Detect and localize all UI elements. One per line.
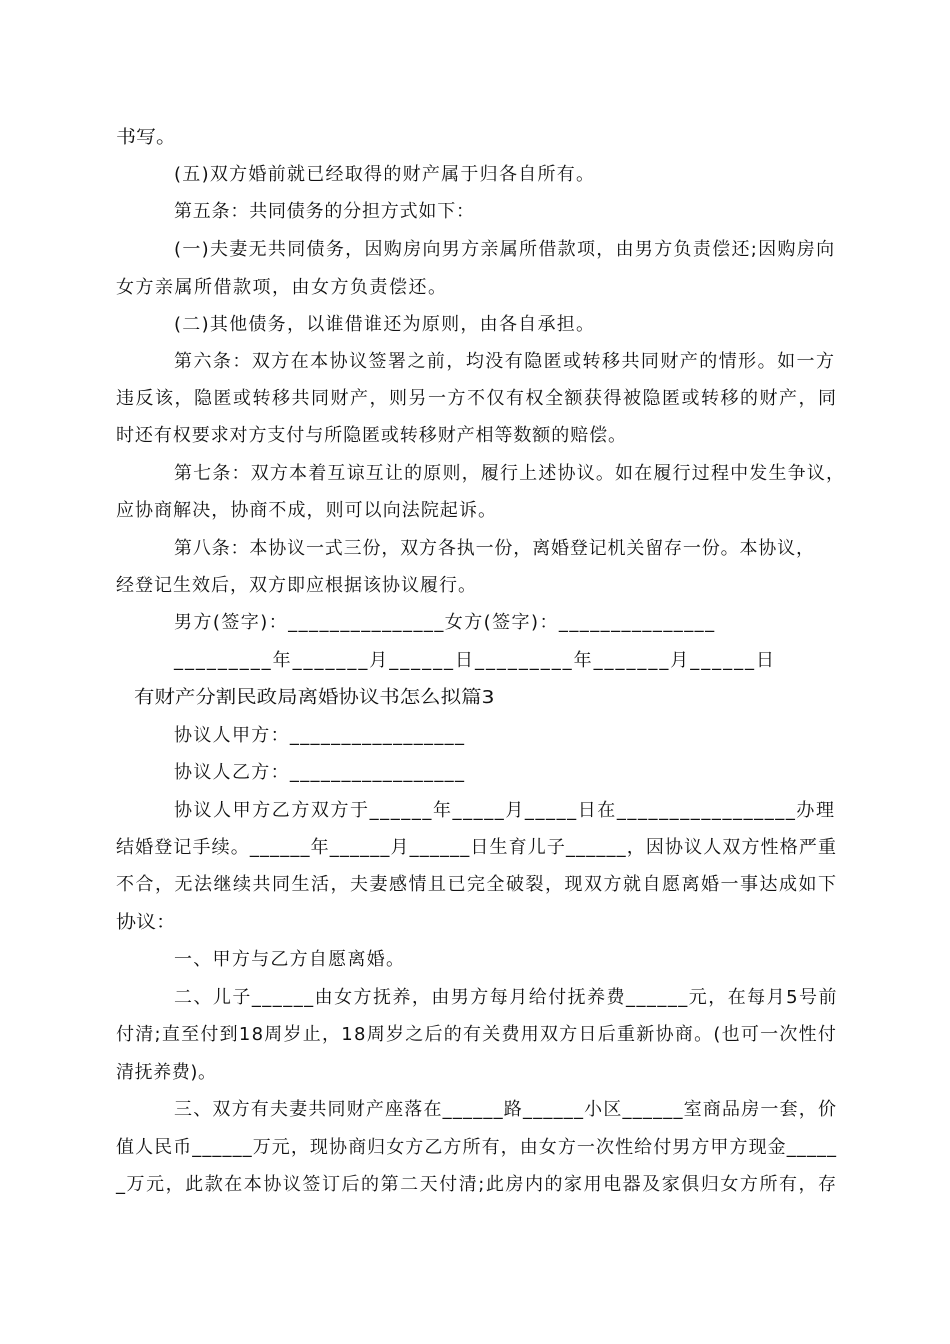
text-line: (一)夫妻无共同债务，因购房向男方亲属所借款项，由男方负责偿还;因购房向 [174, 239, 836, 260]
text-line: 清抚养费)。 [116, 1062, 217, 1083]
text-line: 时还有权要求对方支付与所隐匿或转移财产相等数额的赔偿。 [116, 425, 627, 446]
clause-line: 二、儿子______由女方抚养，由男方每月给付抚养费______元，在每月5号前 [174, 987, 838, 1008]
clause-line: 三、双方有夫妻共同财产座落在______路______小区______室商品房一套，价 [174, 1099, 838, 1120]
text-line: 书写。 [116, 127, 176, 148]
text-line: 付清;直至付到18周岁止，18周岁之后的有关费用双方日后重新协商。(也可一次性付 [116, 1024, 838, 1045]
section-heading: 第七条：双方本着互谅互让的原则，履行上述协议。如在履行过程中发生争议， [174, 463, 846, 484]
text-line: 违反该，隐匿或转移共同财产，则另一方不仅有权全额获得被隐匿或转移的财产，同 [116, 388, 838, 409]
section-heading: 第六条：双方在本协议签署之前，均没有隐匿或转移共同财产的情形。如一方 [174, 351, 836, 372]
text-line: (五)双方婚前就已经取得的财产属于归各自所有。 [174, 164, 596, 185]
text-line: 应协商解决，协商不成，则可以向法院起诉。 [116, 500, 498, 521]
text-line: (二)其他债务，以谁借谁还为原则，由各自承担。 [174, 314, 596, 335]
text-line: 协议： [116, 912, 176, 933]
text-line: 结婚登记手续。______年______月______日生育儿子______，因协议人双方性格严重 [116, 837, 838, 858]
text-line: 值人民币______万元，现协商归女方乙方所有，由女方一次性给付男方甲方现金_____ [116, 1137, 838, 1158]
section-heading: 第八条：本协议一式三份，双方各执一份，离婚登记机关留存一份。本协议， [174, 538, 815, 559]
party-b-line: 协议人乙方：_________________ [174, 762, 466, 783]
text-line: 经登记生效后，双方即应根据该协议履行。 [116, 575, 477, 596]
signature-line: 男方(签字)：_______________女方(签字)：_______________ [174, 612, 716, 633]
party-a-line: 协议人甲方：_________________ [174, 725, 466, 746]
text-line: 女方亲属所借款项，由女方负责偿还。 [116, 277, 448, 298]
section-heading: 第五条：共同债务的分担方式如下： [174, 201, 475, 222]
text-line: 协议人甲方乙方双方于______年_____月_____日在_________________办理 [174, 800, 836, 821]
text-line: _万元，此款在本协议签订后的第二天付清;此房内的家用电器及家俱归女方所有，存 [116, 1174, 838, 1195]
clause-line: 一、甲方与乙方自愿离婚。 [174, 949, 406, 970]
date-line: _________年_______月______日_________年_______月______日 [174, 650, 776, 671]
text-line: 不合，无法继续共同生活，夫妻感情且已完全破裂，现双方就自愿离婚一事达成如下 [116, 874, 838, 895]
section-title: 有财产分割民政局离婚协议书怎么拟篇3 [134, 687, 495, 708]
